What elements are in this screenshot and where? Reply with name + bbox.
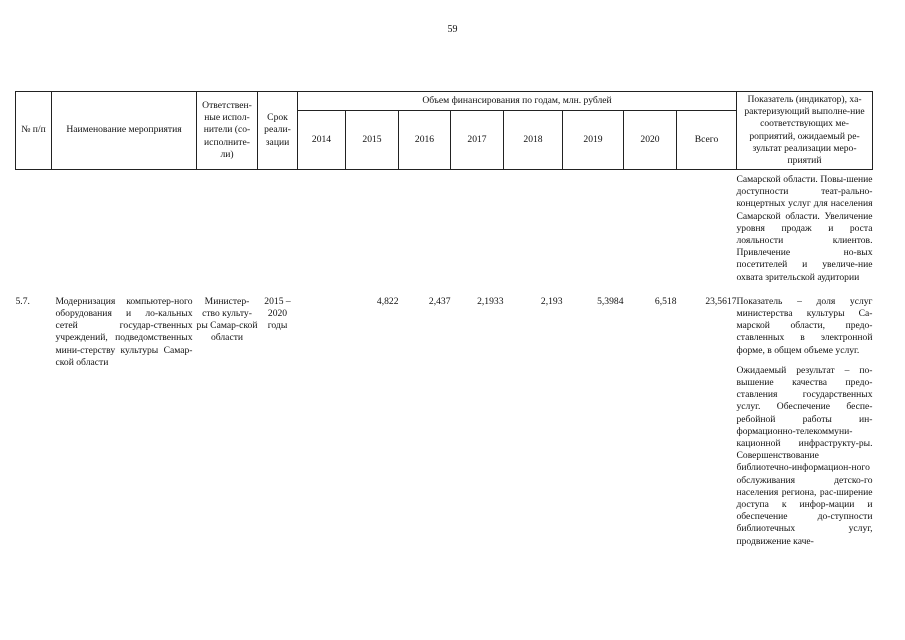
column-header-year-2020: 2020 bbox=[624, 111, 677, 170]
column-header-year-2016: 2016 bbox=[399, 111, 451, 170]
value-2016: 2,437 bbox=[428, 295, 451, 307]
column-header-executors: Ответствен-ные испол-нители (со-исполните-ли) bbox=[197, 92, 258, 170]
value-total: 23,5617 bbox=[705, 295, 737, 307]
column-header-year-2017: 2017 bbox=[451, 111, 504, 170]
row-number: 5.7. bbox=[15, 295, 30, 307]
page-number: 59 bbox=[447, 24, 458, 35]
column-header-term: Срок реали-зации bbox=[258, 92, 298, 170]
continued-indicator-text: Самарской области. Повы-шение доступности теат-рально-концертных услуг для населения Самарской области. Увеличение уровня продаж и роста лояльности клиентов. Привлечение но-вых посетителей и увеличе-ние охвата зрительской аудитории bbox=[736, 174, 873, 283]
value-2014 bbox=[298, 284, 346, 548]
column-header-year-2015: 2015 bbox=[346, 111, 399, 170]
value-2015: 4,822 bbox=[376, 295, 399, 307]
table-row bbox=[16, 284, 873, 548]
column-header-year-2014: 2014 bbox=[298, 111, 346, 170]
term: 2015 – 2020 годы bbox=[264, 295, 291, 332]
column-header-indicator: Показатель (индикатор), ха-рактеризующий выполне-ние соответствующих ме-роприятий, ожидаемый ре-зультат реализации меро-приятий bbox=[737, 92, 873, 170]
program-activities-table bbox=[15, 91, 873, 548]
value-2017: 2,1933 bbox=[477, 295, 504, 307]
value-2019: 5,3984 bbox=[597, 295, 624, 307]
paragraph-gap bbox=[737, 357, 873, 365]
activity-name: Модернизация компьютер-ного оборудования и ло-кальных сетей государ-ственных учреждений, подведомственных мини-стерству культуры Самар-ской области bbox=[55, 295, 193, 368]
expected-result-text: Ожидаемый результат – по-вышение качества предо-ставления государственных услуг. Обеспечение беспе-ребойной работы ин-формационно-телекоммуни-кационной инфраструкту-ры. Совершенствование библиотечно-информацион-ного обслуживания детско-го населения региона, рас-ширение доступа к инфор-мации и обеспечение до-ступности библиотечных услуг, продвижение каче- bbox=[736, 364, 873, 547]
value-2018: 2,193 bbox=[540, 295, 563, 307]
column-header-funding: Объем финансирования по годам, млн. рублей bbox=[298, 92, 737, 111]
executor: Министер-ство культу-ры Самар-ской области bbox=[196, 295, 258, 344]
column-header-year-2019: 2019 bbox=[563, 111, 624, 170]
indicator-text: Показатель – доля услуг министерства культуры Са-марской области, предо-ставленных в электронной форме, в общем объеме услуг. bbox=[736, 295, 873, 356]
indicator-cell bbox=[737, 284, 873, 548]
column-header-year-2018: 2018 bbox=[504, 111, 563, 170]
column-header-total: Всего bbox=[677, 111, 737, 170]
continuation-row bbox=[16, 174, 873, 284]
column-header-name: Наименование мероприятия bbox=[52, 92, 197, 170]
column-header-number: № п/п bbox=[16, 92, 52, 170]
value-2020: 6,518 bbox=[654, 295, 677, 307]
